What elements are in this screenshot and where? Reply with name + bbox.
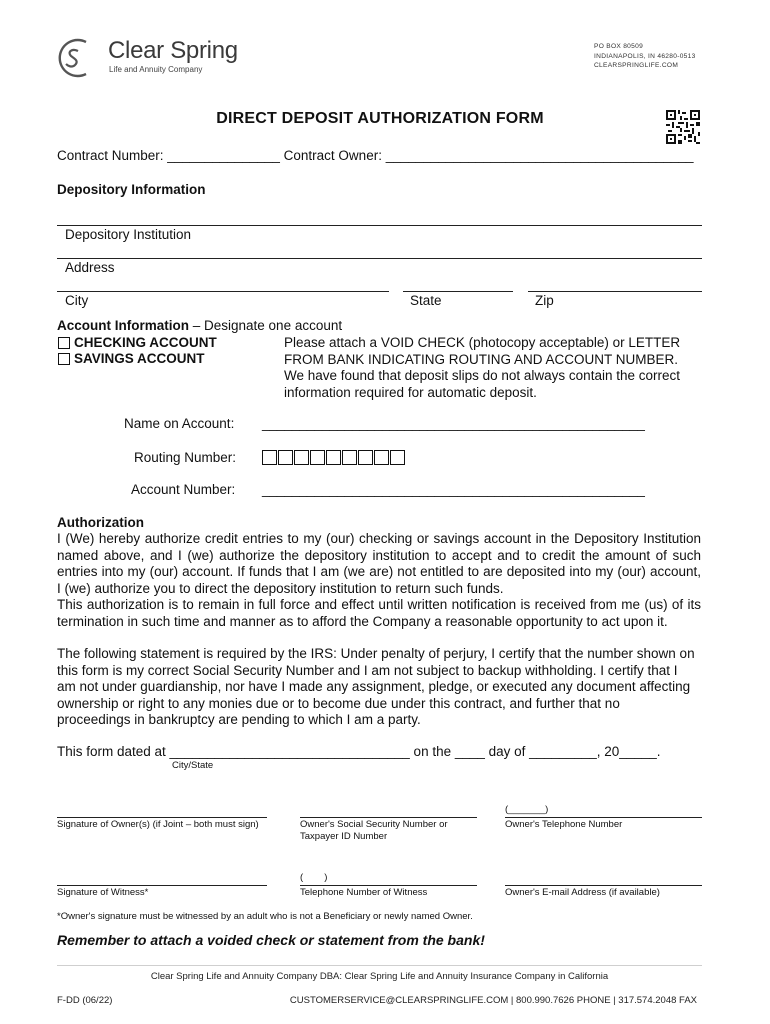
qr-code-icon xyxy=(666,110,700,144)
witness-footnote: *Owner's signature must be witnessed by an adult who is not a Beneficiary or newly named Owner. xyxy=(57,911,473,922)
name-on-account-label: Name on Account: xyxy=(124,416,235,431)
void-check-note: Please attach a VOID CHECK (photocopy acceptable) or LETTER FROM BANK INDICATING ROUTING AND ACCOUNT NUMBER. We have found that deposit slips do not always contain the correct information required for automatic deposit. xyxy=(284,335,681,400)
address-line xyxy=(57,258,702,259)
account-number-field[interactable]: ___________________________________________________ xyxy=(262,482,645,497)
checking-checkbox[interactable] xyxy=(58,337,70,349)
account-heading-label: Account Information xyxy=(57,318,189,333)
form-title: DIRECT DEPOSIT AUTHORIZATION FORM xyxy=(216,110,544,127)
owner-ssn-line xyxy=(300,817,477,818)
footer-dba: Clear Spring Life and Annuity Company DBA: Clear Spring Life and Annuity Insurance Company in California xyxy=(150,971,609,982)
logo-subtitle: Life and Annuity Company xyxy=(109,65,203,74)
savings-checkbox[interactable] xyxy=(58,353,70,365)
owner-phone-caption: Owner's Telephone Number xyxy=(505,819,623,830)
witness-phone-caption: Telephone Number of Witness xyxy=(300,887,428,898)
witness-phone-prefix[interactable]: ( ) xyxy=(300,872,328,883)
footer-contact: CUSTOMERSERVICE@CLEARSPRINGLIFE.COM | 800.990.7626 PHONE | 317.574.2048 FAX xyxy=(289,995,697,1006)
state-line xyxy=(403,291,513,292)
routing-digit-box[interactable] xyxy=(358,450,373,465)
account-heading xyxy=(57,318,342,333)
zip-field[interactable]: Zip xyxy=(535,293,554,308)
address-line-2: INDIANAPOLIS, IN 46280-0513 xyxy=(594,52,696,60)
checking-label: CHECKING ACCOUNT xyxy=(74,335,217,350)
address-field[interactable]: Address xyxy=(65,260,115,275)
authorization-paragraph-1: I (We) hereby authorize credit entries to my (our) checking or savings account in the Depository Institution named above, and I (we) authorize the depository institution to accept and to credit the amount of such entries into my (our) account. If funds that I am (we are) not entitled to are deposited into my (our) account, I (we) authorize you to direct the depository institution to return such funds. xyxy=(57,531,701,596)
routing-number-label: Routing Number: xyxy=(134,450,237,465)
footer-divider xyxy=(57,965,702,966)
company-logo xyxy=(56,34,246,80)
owner-ssn-caption: Owner's Social Security Number or Taxpayer ID Number xyxy=(300,819,448,842)
witness-phone-line xyxy=(300,885,477,886)
city-state-caption: City/State xyxy=(172,760,214,771)
contract-line[interactable]: Contract Number: _______________ Contract Owner: _________________________________________ xyxy=(57,148,694,163)
account-number-label: Account Number: xyxy=(131,482,236,497)
institution-field[interactable]: Depository Institution xyxy=(65,227,192,242)
zip-line xyxy=(528,291,702,292)
company-address xyxy=(594,42,696,71)
owner-phone-prefix[interactable]: (_______) xyxy=(505,804,549,815)
savings-option[interactable] xyxy=(58,351,205,366)
name-on-account-field[interactable]: ___________________________________________________ xyxy=(262,416,645,431)
address-line-3: CLEARSPRINGLIFE.COM xyxy=(594,62,679,69)
state-field[interactable]: State xyxy=(410,293,442,308)
city-field[interactable]: City xyxy=(65,293,89,308)
authorization-paragraph-2: This authorization is to remain in full force and effect until written notification is received from me (us) of its termination in such time and manner as to afford the Company a reasonable opportunity to act upon it. xyxy=(57,597,701,629)
checking-option[interactable] xyxy=(58,335,217,350)
routing-digit-box[interactable] xyxy=(326,450,341,465)
savings-label: SAVINGS ACCOUNT xyxy=(74,351,205,366)
owner-phone-line xyxy=(505,817,702,818)
witness-signature-caption: Signature of Witness* xyxy=(57,887,149,898)
city-line xyxy=(57,291,389,292)
routing-digit-box[interactable] xyxy=(278,450,293,465)
institution-line xyxy=(57,225,702,226)
routing-digit-box[interactable] xyxy=(310,450,325,465)
routing-number-boxes[interactable] xyxy=(262,450,406,465)
reminder-text: Remember to attach a voided check or statement from the bank! xyxy=(57,932,485,948)
address-line-1: PO BOX 80509 xyxy=(594,43,644,50)
irs-statement: The following statement is required by the IRS: Under penalty of perjury, I certify that the number shown on this form is my correct Social Security Number and I am not subject to backup withholding. I certify that I am not under guardianship, nor have I made any assignment, pledge, or executed any document affecting ownership or right to any monies due or to become due under this contract, and further that no proceedings in bankruptcy are pending to which I am a party. xyxy=(57,646,695,727)
authorization-heading: Authorization xyxy=(57,515,144,530)
owner-email-line xyxy=(505,885,702,886)
depository-heading: Depository Information xyxy=(57,182,206,197)
logo-name: Clear Spring xyxy=(108,37,238,64)
owner-email-caption: Owner's E-mail Address (if available) xyxy=(505,887,660,898)
clear-spring-logo-mark xyxy=(56,34,92,80)
owner-signature-caption: Signature of Owner(s) (if Joint – both must sign) xyxy=(57,819,259,830)
account-heading-suffix: – Designate one account xyxy=(189,318,343,333)
routing-digit-box[interactable] xyxy=(262,450,277,465)
footer-form-code: F-DD (06/22) xyxy=(57,995,113,1006)
routing-digit-box[interactable] xyxy=(342,450,357,465)
witness-signature-line xyxy=(57,885,267,886)
form-dated-line[interactable]: This form dated at ________________________________ on the ____ day of _________, 20_____. xyxy=(57,744,661,759)
owner-signature-line xyxy=(57,817,267,818)
routing-digit-box[interactable] xyxy=(374,450,389,465)
routing-digit-box[interactable] xyxy=(294,450,309,465)
routing-digit-box[interactable] xyxy=(390,450,405,465)
